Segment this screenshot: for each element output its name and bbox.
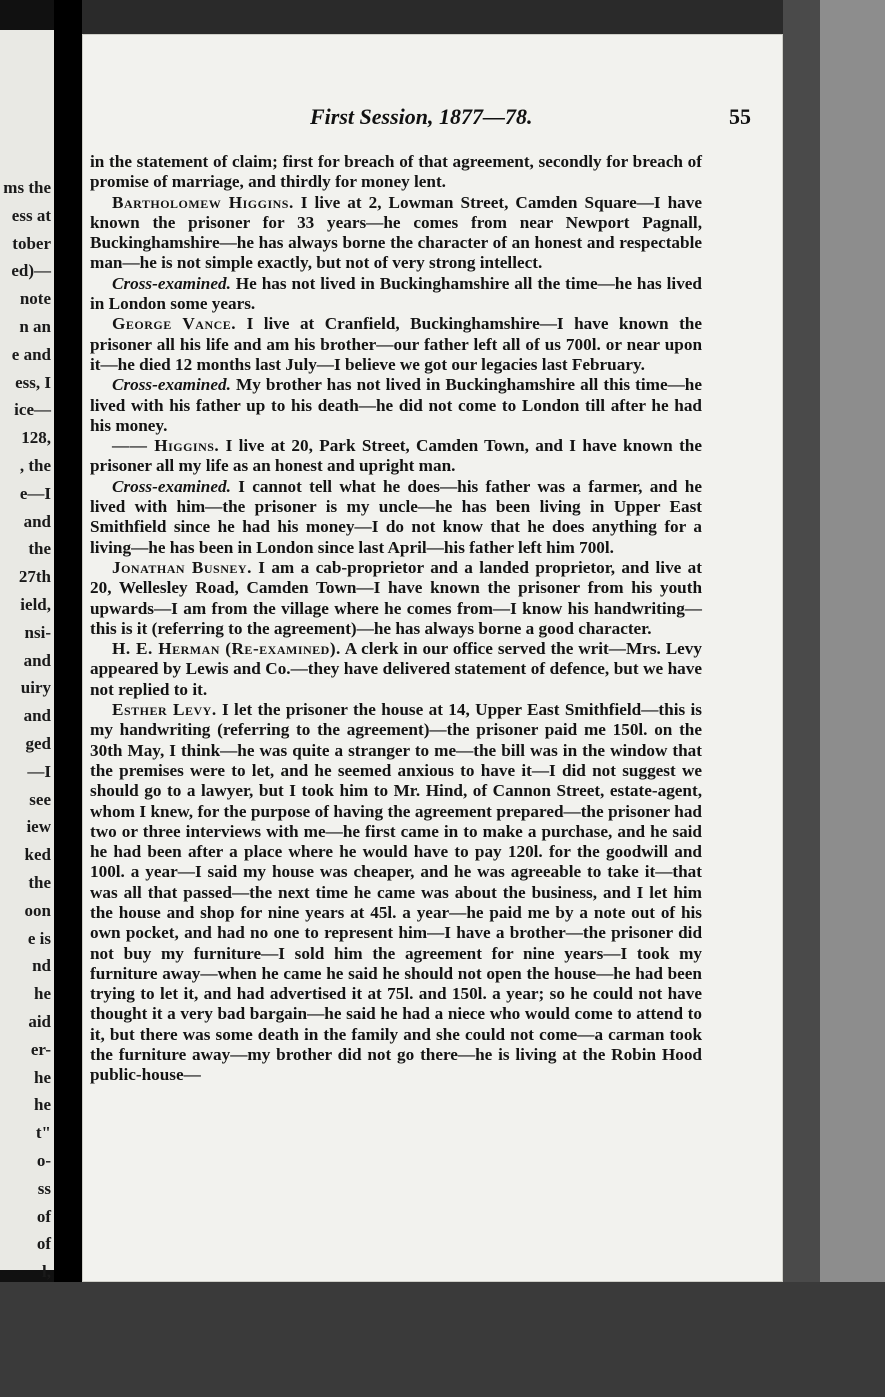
facing-page-fragment: —I <box>27 761 51 781</box>
book-gutter <box>54 0 82 1397</box>
scan-margin <box>820 0 885 1397</box>
paragraph <box>90 274 702 315</box>
facing-page-fragment: tober <box>12 233 51 253</box>
facing-page-fragment: see <box>29 789 51 809</box>
facing-page-edge <box>0 30 56 1282</box>
facing-page-fragment: he <box>34 1067 51 1087</box>
facing-page-fragment: iew <box>26 817 51 837</box>
paragraph-text: I let the prisoner the house at 14, Upper East Smithfield—this is my handwriting (referring to the agreement)—the prisoner paid me 150l. on the 30th May, I think—he was quite a stranger to me—the bill was in the window that the premises were to let, and he seemed anxious to have it—I did not suggest we should go to a lawyer, but I took him to Mr. Hind, of Cannon Street, estate-agent, whom I knew, for the purpose of having the agreement prepared—the prisoner had two or three interviews with me—he first came in to make a purchase, and he said he had been after a place where he would have to pay 120l. for the goodwill and 100l. a year—I said my house was cheaper, and he was agreeable to take it—that was all that passed—the next time he came was about the business, and I let him the house and shop for nine years at 45l. a year—he paid me by a note out of his own pocket, and had no one to represent him—I have a brother—the prisoner did not buy my furniture—I sold him the agreement for nine years—I took my furniture away—when he came he said he should not open the house—he had been trying to let it, and had advertised it at 75l. and 150l. a year; so he could not have thought it a very bad bargain—he said he had a niece who would come to attend to it, but there was some death in the family and she could not come—a carman took the furniture away—my brother did not go there—he is living at the Robin Hood public-house— <box>90 700 702 1085</box>
paragraph <box>90 477 702 558</box>
speaker-name: Cross-examined. <box>112 375 231 395</box>
facing-page-fragment: n an <box>19 317 51 336</box>
paragraph-text: I am a cab-proprietor and a landed proprietor, and live at 20, Wellesley Road, Camden Town—I have known the prisoner from his youth upwards—I am from the village where he comes from—I know his handwriting—this is it (referring to the agreement)—he has always borne a good character. <box>90 557 703 638</box>
facing-page-fragment: l, <box>42 1262 51 1282</box>
facing-page-fragment: of <box>36 1206 51 1226</box>
facing-page-fragment: he <box>34 1095 51 1115</box>
facing-page-fragment: nsi- <box>24 622 51 642</box>
speaker-name: Bartholomew Higgins. <box>112 192 294 212</box>
speaker-name: —— Higgins. <box>112 436 220 456</box>
facing-page-fragment: e and <box>11 344 51 364</box>
facing-page-fragment: e is <box>27 928 51 948</box>
running-header <box>82 104 783 134</box>
facing-page-fragment: ss <box>37 1178 51 1198</box>
paragraph <box>90 639 702 700</box>
document-page <box>82 34 783 1282</box>
paragraph <box>90 375 702 436</box>
facing-page-fragment: ess at <box>11 205 51 225</box>
facing-page-fragment: 128, <box>21 428 51 448</box>
facing-page-fragment: ield, <box>20 595 51 614</box>
facing-page-fragment: the <box>28 539 51 559</box>
paragraph-text: My brother has not lived in Buckinghamshire all this time—he lived with his father up to his death—he did not come to London till after he had his money. <box>90 375 702 435</box>
page-number: 55 <box>729 104 751 129</box>
paragraph <box>90 436 702 477</box>
speaker-name: George Vance. <box>112 314 237 334</box>
document-body <box>90 152 702 1086</box>
speaker-name: Jonathan Busney. <box>112 557 252 577</box>
paragraph <box>90 558 702 639</box>
facing-page-fragment: ged <box>25 734 51 753</box>
facing-page-fragment: oon <box>24 900 51 920</box>
facing-page-fragment: he <box>34 984 51 1004</box>
facing-page-fragment: and <box>23 650 51 670</box>
facing-page-fragment: er- <box>30 1039 51 1059</box>
facing-page-fragment: the <box>28 873 51 892</box>
facing-page-fragment: ess, I <box>15 372 51 392</box>
speaker-name: Cross-examined. <box>112 476 231 496</box>
paragraph-text: I live at 20, Park Street, Camden Town, and I have known the prisoner all my life as an honest and upright man. <box>90 436 702 476</box>
facing-page-fragment: of <box>36 1234 51 1254</box>
speaker-name: Esther Levy. <box>112 700 217 720</box>
paragraph <box>90 700 702 1086</box>
facing-page-fragment: , the <box>19 456 51 475</box>
paragraph-text: He has not lived in Buckinghamshire all the time—he has lived in London some years. <box>90 273 702 314</box>
paragraph-text: in the statement of claim; first for breach of that agreement, secondly for breach of promise of marriage, and thirdly for money lent. <box>90 152 702 192</box>
facing-page-fragment: uiry <box>20 678 51 698</box>
facing-page-fragment: ms the <box>3 178 51 197</box>
paragraph-text: I live at 2, Lowman Street, Camden Square—I have known the prisoner for 33 years—he comes from near Newport Pagnall, Buckinghamshire—he has always borne the character of an honest and respectable man—he is not simple exactly, but not of very strong intellect. <box>90 192 703 273</box>
header-title: First Session, 1877—78. <box>310 104 533 129</box>
facing-page-fragment: ice— <box>14 400 51 420</box>
paragraph <box>90 314 702 375</box>
paragraph-text: I live at Cranfield, Buckinghamshire—I have known the prisoner all his life and am his brother—our father left all of us 700l. or near upon it—he died 12 months last July—I believe we got our legacies last February. <box>90 314 702 374</box>
facing-page-fragment: t" <box>35 1123 51 1143</box>
facing-page-fragment: nd <box>32 956 51 976</box>
facing-page-fragment: e—I <box>19 483 51 503</box>
facing-page-fragment: o- <box>36 1151 51 1170</box>
facing-page-fragment: ked <box>24 845 51 865</box>
facing-page-fragment: and <box>23 511 51 531</box>
speaker-name: H. E. Herman (Re-examined). <box>112 639 341 659</box>
scan-bottom-margin <box>0 1282 885 1397</box>
facing-page-fragment: note <box>19 289 51 309</box>
facing-page-fragment: and <box>23 706 51 726</box>
paragraph-text: I cannot tell what he does—his father was a farmer, and he lived with him—the prisoner is my uncle—he has been living in Upper East Smithfield since he had his money—I do not know that he does anything for a living—he has been in London since last April—his father left him 700l. <box>90 476 702 557</box>
speaker-name: Cross-examined. <box>112 273 231 293</box>
facing-page-fragment: ed)— <box>11 261 51 281</box>
paragraph-text: A clerk in our office served the writ—Mrs. Levy appeared by Lewis and Co.—they have delivered statement of defence, but we have not replied to it. <box>90 639 702 699</box>
paragraph <box>90 193 702 274</box>
paragraph <box>90 152 702 193</box>
facing-page-fragment: aid <box>28 1012 51 1031</box>
facing-page-fragment: 27th <box>18 567 51 587</box>
